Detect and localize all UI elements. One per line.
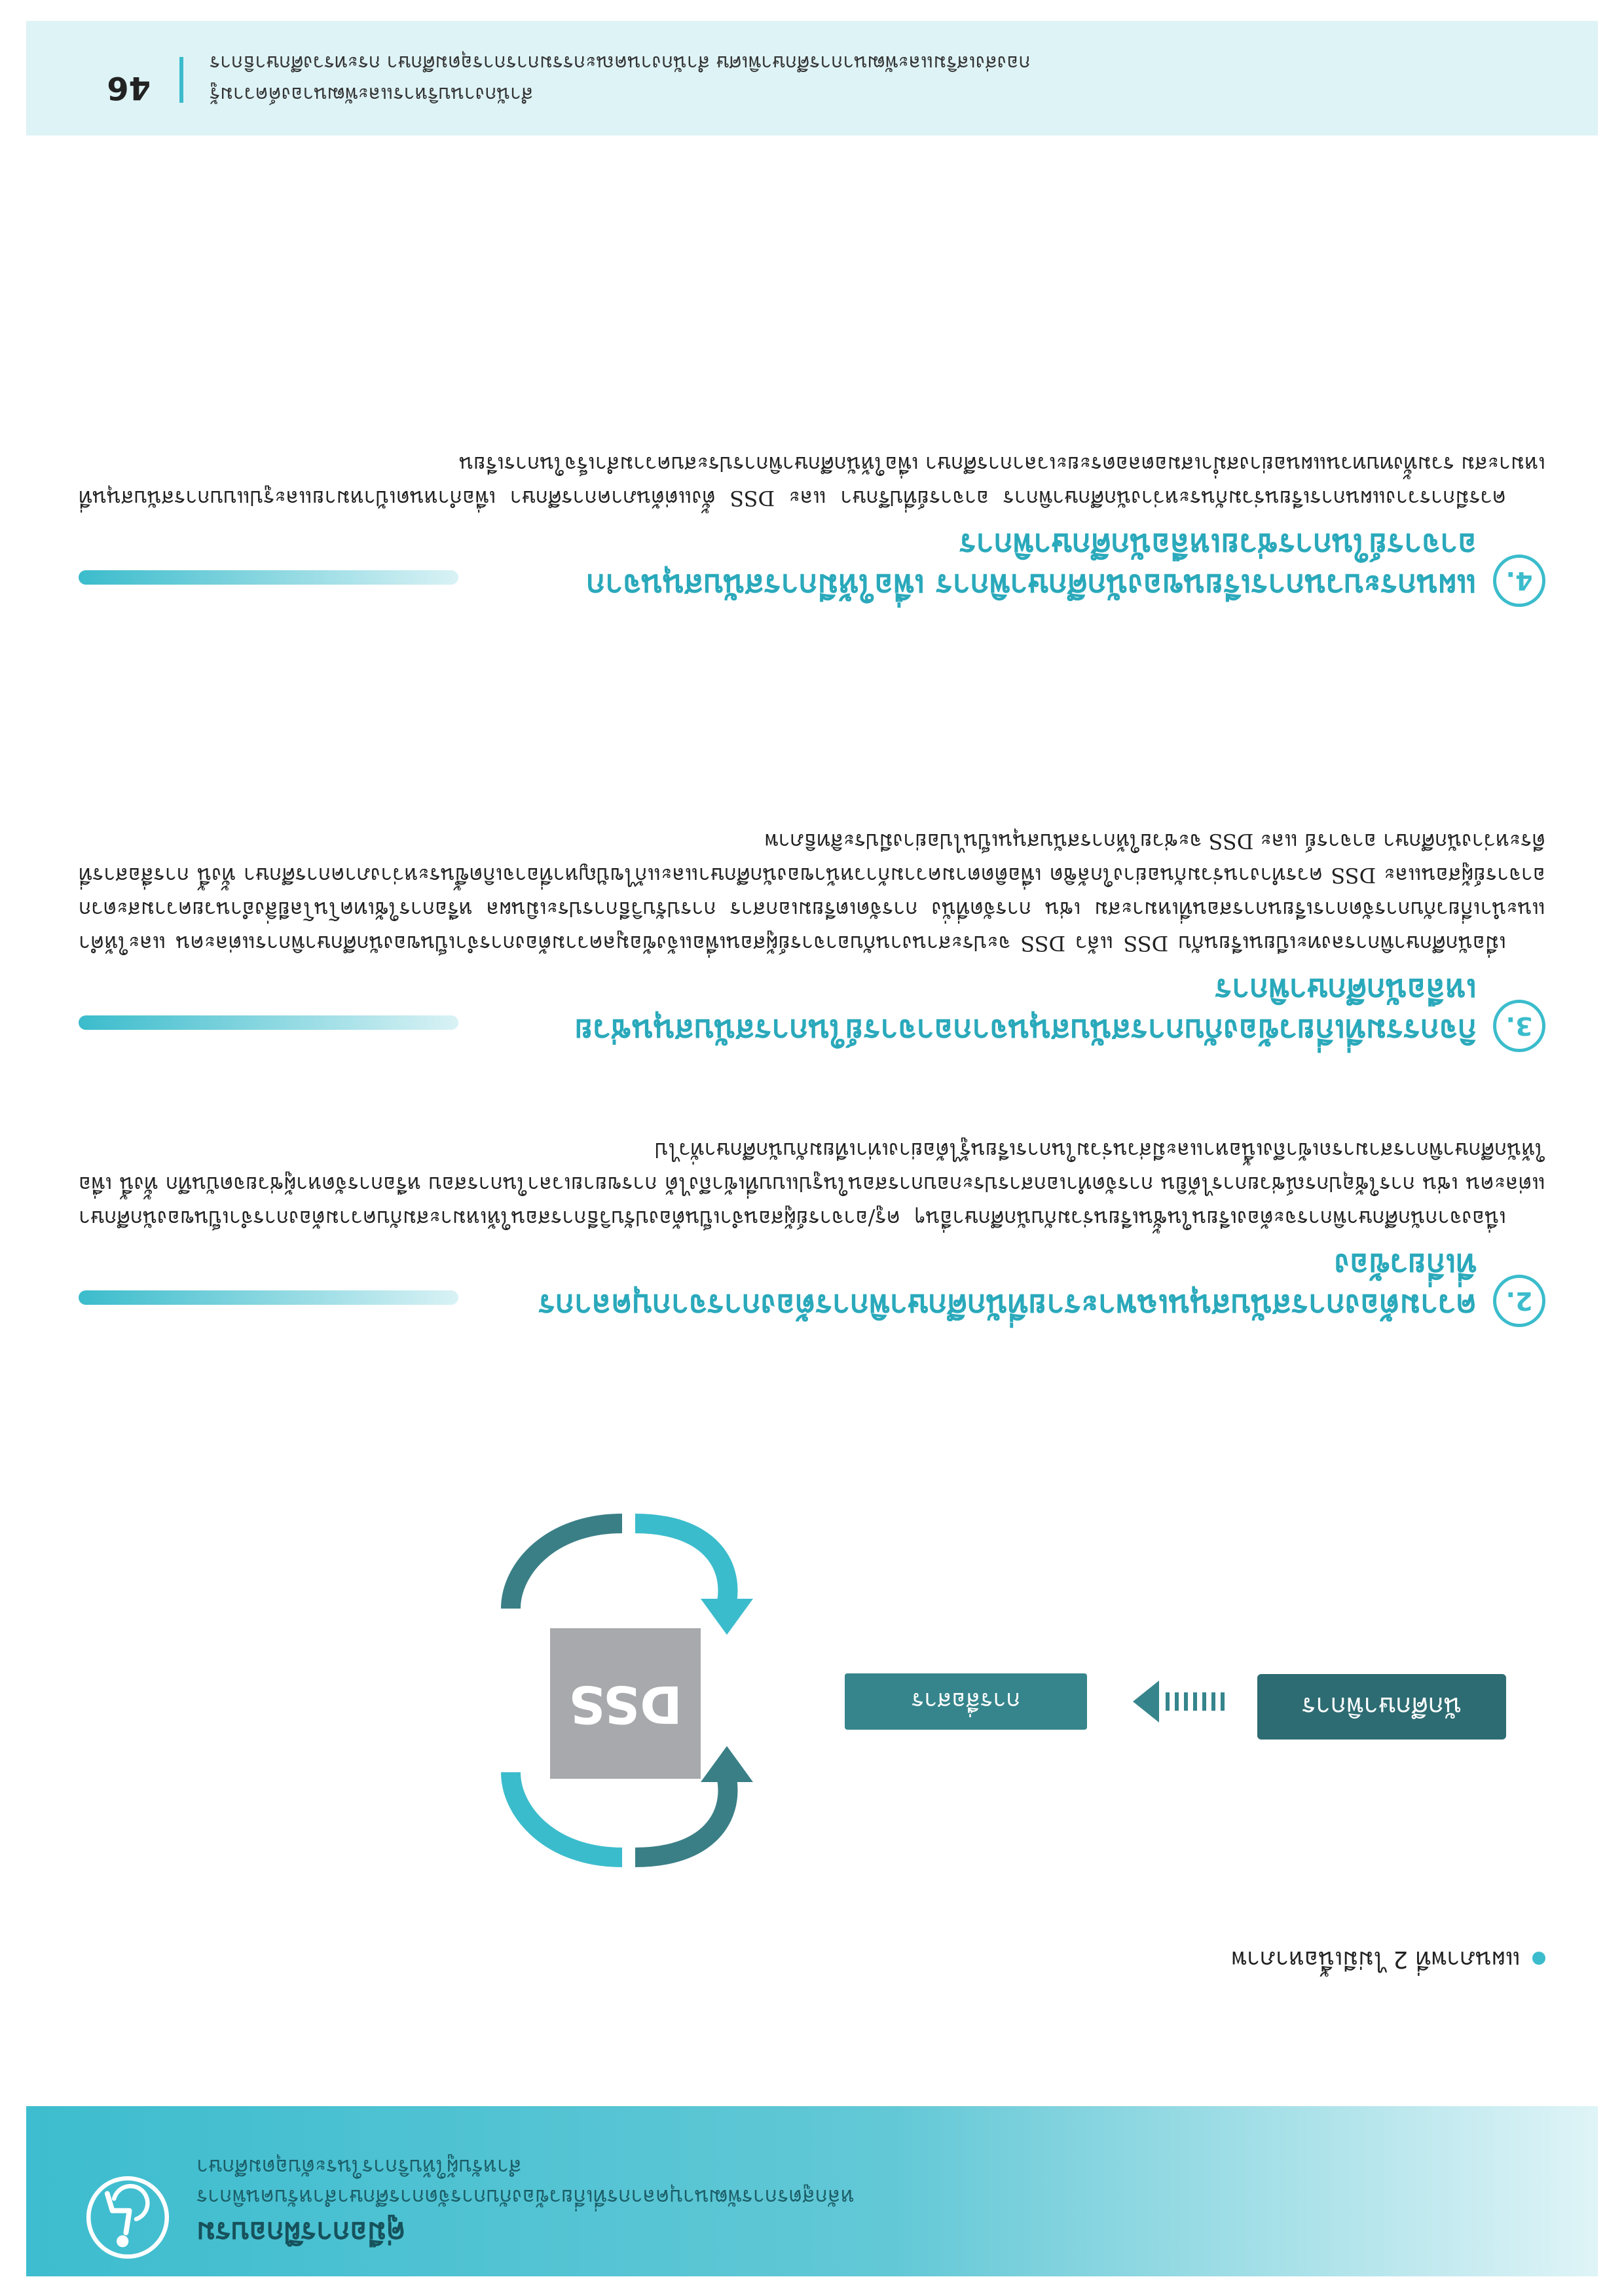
footer-divider [179,57,183,103]
figure-caption [1231,1941,1545,1978]
section-4 [79,447,1545,607]
course-subtitle-2: สำหรับผู้ให้บริการในระดับอุดมศึกษา [196,2155,522,2179]
section-body: เนื่องจากนักศึกษาพิการจะต้องเรียนในชั้นเรียนร่วมกับนักศึกษาอื่นๆ ครู/อาจารย์ผู้สอนจำเป็นต้องปรับวิธีการสอนให้เหมาะสมกับความต้องการจำเป็นของนักศึกษาแต่ละคน เช่น การใช้อุปกรณ์ช่วยการได้ยิน การจัดทำเอกสารประกอบการสอนในรูปแบบที่เข้าถึงได้ การขยายเวลาในการสอบ หรือการจัดหาผู้ช่วยจดบันทึก ทั้งนี้ เพื่อให้นักศึกษาพิการสามารถเข้าถึงเนื้อหาและมีส่วนร่วมในการเรียนรู้ได้อย่างเท่าเทียมกับนักศึกษาทั่วไป [79,1138,1545,1231]
dss-box: DSS [550,1628,701,1779]
section-number: 4. [1493,555,1545,607]
section-title: แผนกระบวนการเรียนของนักศึกษาพิการ เพื่อให้มีการสนับสนุนจากอาจารย์ในการช่วยเหลือนักศึกษาพิการ [586,526,1477,604]
figure-diagram [426,1445,1506,1903]
footer-organization: สำนักงานบริหารและพัฒนาองค์ความรู้ [210,82,534,105]
section-accent-bar [79,1015,458,1030]
manual-title: คู่มือการฝึกอบรม [196,2215,406,2249]
section-2 [79,1133,1545,1327]
caption-bullet-icon [1532,1952,1545,1965]
cycle-arrows-icon [458,1478,786,1903]
communication-box: การสื่อสาร [845,1673,1087,1730]
footer-organization-2: กองส่งเสริมและพัฒนาการศึกษาพิเศษ สำนักงานคณะกรรมการการอุดมศึกษา กระทรวงศึกษาธิการ [210,51,1031,74]
section-accent-bar [79,570,458,585]
course-subtitle: หลักสูตรการพัฒนาบุคลากรที่เกี่ยวข้องกับการจัดการศึกษาสำหรับคนพิการ [196,2185,855,2210]
section-number: 3. [1493,1000,1545,1052]
figure-caption-text: แผนภาพที่ 2 ไม่มีเนื้อหาภาพ [1231,1946,1521,1973]
student-box: นักศึกษาพิการ [1257,1674,1506,1740]
section-body: ควรมีการวางแผนการเรียนร่วมกันระหว่างนักศึกษาพิการ อาจารย์ที่ปรึกษา และ DSS ตั้งแต่ต้นภาคการศึกษา เพื่อกำหนดเป้าหมายและรูปแบบการสนับสนุนที่เหมาะสม รวมทั้งทบทวนแผนอย่างสม่ำเสมอตลอดระยะเวลาการศึกษา เพื่อให้นักศึกษาพิการประสบความสำเร็จในการเรียน [79,452,1545,511]
section-title: กิจกรรมที่เกี่ยวข้องกับการสนับสนุนจากอาจารย์ในการสนับสนุนช่วยเหลือนักศึกษาพิการ [574,972,1477,1049]
section-title: ความต้องการสนับสนุนเฉพาะรายที่นักศึกษาพิการต้องการจากบุคลากรที่เกี่ยวข้อง [538,1247,1477,1324]
arrow-right-icon [1107,1675,1225,1728]
section-number: 2. [1493,1275,1545,1327]
section-body: เมื่อนักศึกษาพิการลงทะเบียนเรียนกับ DSS แล้ว DSS จะประสานงานกับอาจารย์ผู้สอนเพื่อแจ้งข้อมูลความต้องการจำเป็นของนักศึกษาพิการแต่ละคน และให้คำแนะนำเกี่ยวกับการจัดการเรียนการสอนที่เหมาะสม เช่น การจัดที่นั่ง การจัดเตรียมเอกสาร การปรับวิธีการประเมินผล หรือการใช้เทคโนโลยีสิ่งอำนวยความสะดวก อาจารย์ผู้สอนและ DSS ควรทำงานร่วมกันอย่างใกล้ชิด เพื่อติดตามความก้าวหน้าของนักศึกษาและแก้ไขปัญหาที่อาจเกิดขึ้นระหว่างภาคการศึกษา ทั้งนี้ การสื่อสารที่ดีระหว่างนักศึกษา อาจารย์ และ DSS จะช่วยให้การสนับสนุนเป็นไปอย่างมีประสิทธิภาพ [79,829,1545,956]
section-3 [79,824,1545,1052]
section-accent-bar [79,1290,458,1305]
wheelchair-icon [85,2175,170,2260]
page-number: 46 [107,69,151,106]
